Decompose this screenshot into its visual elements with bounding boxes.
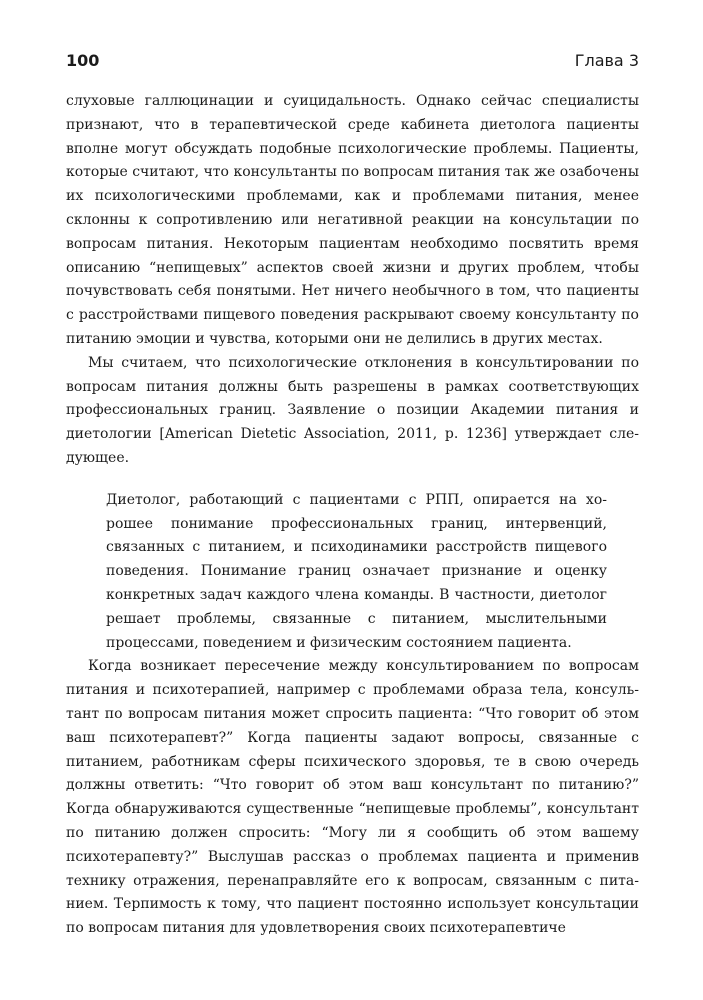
running-head [66, 50, 639, 72]
chapter-label: Глава 3 [574, 51, 639, 70]
body-text [66, 90, 639, 941]
block-quote [106, 489, 607, 656]
paragraph-1: слуховые галлюцинации и суицидальность. Однако сейчас специалисты признают, что в терапевтической среде кабинета диетолога пациенты вполне могут обсуждать подобные психологические проблемы. Пациенты, которые считают, что консультанты по вопросам питания так же озабочены их психологическими проблемами, как и проблемами питания, менее склонны к сопротивлению или негативной реакции на консультации по вопросам питания. Некоторым пациентам необходимо посвятить время описанию “непищевых” аспектов своей жизни и других проблем, чтобы почувствовать себя понятыми. Нет ничего необычного в том, что пациенты с расстройствами пищевого поведения раскрывают своему консультанту по питанию эмоции и чувства, которыми они не делились в других местах. [66, 93, 639, 347]
block-quote-text: Диетолог, работающий с пациентами с РПП, опирается на хорошее понимание профессиональных границ, интервенций, связанных с питанием, и психодинамики расстройств пищевого поведения. Понимание границ означает признание и оценку конкретных задач каждого члена команды. В частности, диетолог решает проблемы, связанные с питанием, мыслительными процессами, поведением и физическим состоянием пациента. [106, 491, 607, 651]
page-number: 100 [66, 51, 100, 70]
paragraph-3: Когда возникает пересечение между консультированием по вопросам питания и психотерапией, например с проблемами образа тела, консультант по вопросам питания может спросить пациента: “Что говорит об этом ваш психотерапевт?” Когда пациенты задают вопросы, связанные с питанием, работникам сферы психического здоровья, те в свою очередь должны ответить: “Что говорит об этом ваш консультант по питанию?” Когда обнаруживаются существенные “непищевые проблемы”, консультант по питанию должен спросить: “Могу ли я сообщить об этом вашему психотерапевту?” Выслушав рассказ о проблемах пациента и применив технику отражения, перенаправляйте его к вопросам, связанным с питанием. Терпимость к тому, что пациент постоянно использует консультации по вопросам питания для удовлетворения своих психотерапевтиче [66, 658, 639, 937]
paragraph-2: Мы считаем, что психологические отклонения в консультировании по вопросам питания должны быть разрешены в рамках соответствующих профессиональных границ. Заявление о позиции Академии питания и диетологии [American Dietetic Association, 2011, p. 1236] утверждает следующее. [66, 354, 639, 466]
